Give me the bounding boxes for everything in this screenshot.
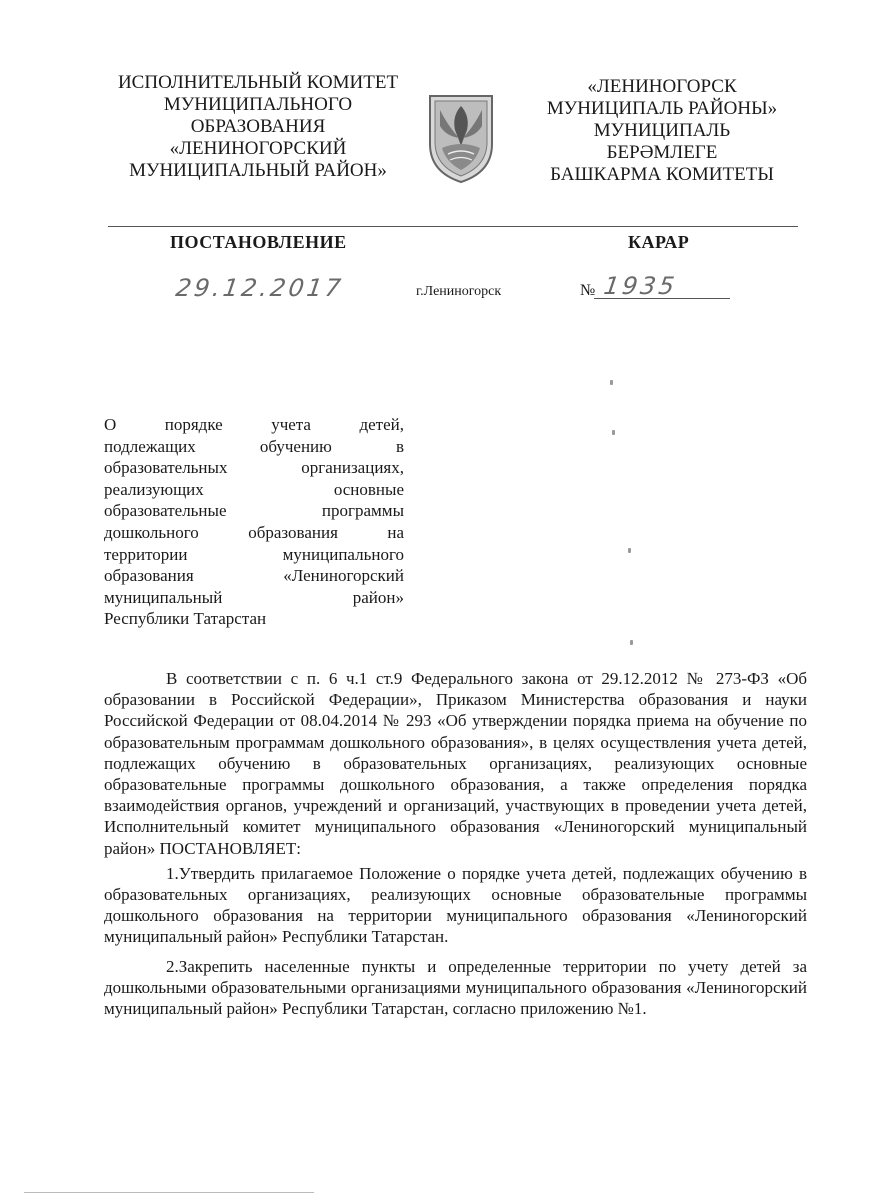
item-1-paragraph: 1.Утвердить прилагаемое Положение о порядке учета детей, подлежащих обучению в образовательных организациях, реализующих основные образовательные программы дошкольного образования на территории муниципального образования «Лениногорский муниципальный район» Республики Татарстан. <box>104 863 807 947</box>
doc-title-tt: КАРАР <box>628 232 690 252</box>
subject-line: муниципальный район» <box>104 587 404 607</box>
document-body <box>104 668 807 1019</box>
item-2-paragraph: 2.Закрепить населенные пункты и определенные территории по учету детей за дошкольными образовательными организациями муниципального образования «Лениногорский муниципальный район» Республики Татарстан, согласно приложению №1. <box>104 956 807 1019</box>
subject-line: подлежащих обучению в <box>104 436 404 456</box>
subject-block <box>104 414 404 630</box>
scan-edge-line <box>24 1192 314 1193</box>
subject-line: О порядке учета детей, <box>104 415 404 434</box>
header-divider <box>108 226 798 227</box>
handwritten-number: 1935 <box>602 272 680 300</box>
header-left-line: ОБРАЗОВАНИЯ <box>190 116 326 137</box>
subject-line: образовательных организациях, <box>104 458 404 478</box>
header-left-line: МУНИЦИПАЛЬНЫЙ РАЙОН» <box>129 160 387 181</box>
header-right-org-name <box>512 76 812 186</box>
subject-line: Республики Татарстан <box>104 609 267 629</box>
city-label: г.Лениногорск <box>416 284 502 299</box>
handwritten-date: 29.12.2017 <box>174 274 346 302</box>
subject-line: образования «Лениногорский <box>104 566 404 586</box>
header-left-line: МУНИЦИПАЛЬНОГО <box>163 94 353 115</box>
header-left-org-name <box>100 72 416 182</box>
header-left-line: «ЛЕНИНОГОРСКИЙ <box>169 138 347 159</box>
header-right-line: МУНИЦИПАЛЬ РАЙОНЫ» <box>546 98 778 119</box>
subject-line: образовательные программы <box>104 501 404 521</box>
subject-line: реализующих основные <box>104 479 404 499</box>
doc-title-ru: ПОСТАНОВЛЕНИЕ <box>170 232 347 252</box>
subject-line: территории муниципального <box>104 544 404 564</box>
header-left-line: ИСПОЛНИТЕЛЬНЫЙ КОМИТЕТ <box>117 72 399 93</box>
number-underline <box>594 298 730 299</box>
header-right-line: БЕРӘМЛЕГЕ <box>606 142 718 163</box>
preamble-paragraph: В соответствии с п. 6 ч.1 ст.9 Федерального закона от 29.12.2012 № 273-ФЗ «Об образовании в Российской Федерации», Приказом Министерства образования и науки Российской Федерации от 08.04.2014 № 293 «Об утверждении порядка приема на обучение по образовательным программам дошкольного образования», в целях осуществления учета детей, подлежащих обучению в образовательных организациях, реализующих основные образовательные программы дошкольного образования, а также определения порядка взаимодействия органов, учреждений и организаций, участвующих в проведении учета детей, Исполнительный комитет муниципального образования «Лениногорский муниципальный район» ПОСТАНОВЛЯЕТ: <box>104 669 807 858</box>
coat-of-arms-icon <box>426 92 496 184</box>
scan-mark <box>630 640 633 645</box>
scan-mark <box>610 380 613 385</box>
header-right-line: МУНИЦИПАЛЬ <box>593 120 731 141</box>
subject-line: дошкольного образования на <box>104 522 404 542</box>
header-right-line: «ЛЕНИНОГОРСК <box>587 76 737 97</box>
scan-mark <box>612 430 615 435</box>
header-right-line: БАШКАРМА КОМИТЕТЫ <box>550 164 774 185</box>
number-label: № <box>580 282 596 299</box>
scan-mark <box>628 548 631 553</box>
